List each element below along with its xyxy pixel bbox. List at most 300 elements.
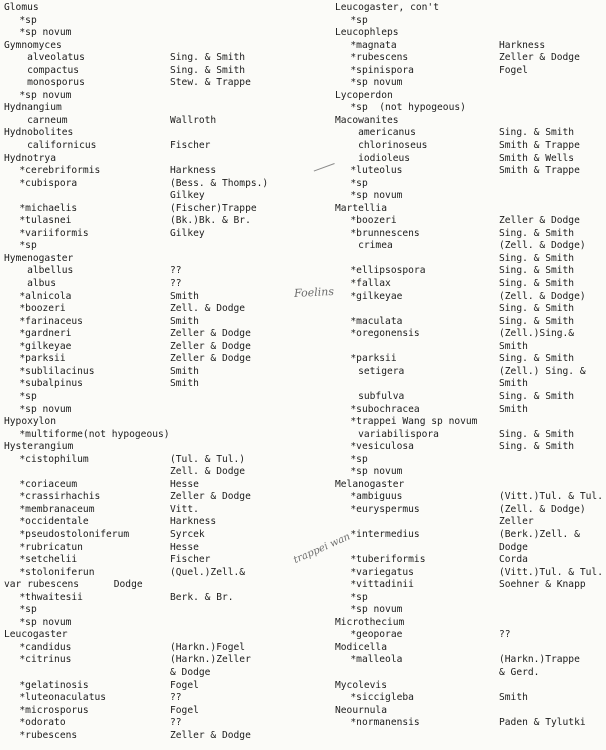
species-name: *sp [19, 14, 37, 26]
genus-name: Hymenogaster [4, 252, 74, 264]
author-citation: Fischer [170, 554, 211, 566]
author-citation: ?? [499, 629, 511, 641]
species-row [335, 516, 606, 529]
species-row [4, 554, 304, 567]
species-row [335, 429, 606, 442]
author-citation: Hesse [170, 478, 199, 490]
species-row [4, 115, 304, 128]
genus-name: Hysterangium [4, 441, 74, 453]
species-row [335, 190, 606, 203]
species-name: *oregonensis [350, 328, 420, 340]
species-name: *cistophilum [19, 453, 89, 465]
species-row [4, 429, 304, 442]
species-row [335, 629, 606, 642]
species-name: *sp novum [19, 27, 72, 39]
author-citation: Smith [170, 290, 199, 302]
species-row [335, 265, 606, 278]
species-name: *subochracea [350, 403, 420, 415]
author-citation: Sing. & Smith [499, 315, 575, 327]
author-citation: Zeller & Dodge [170, 729, 251, 741]
species-row [4, 77, 304, 90]
genus-name: Lycoperdon [335, 89, 393, 101]
species-name: *stoloniferun [19, 566, 95, 578]
handwritten-note: trappei wan [292, 531, 353, 567]
author-citation: Fogel [499, 64, 528, 76]
species-row [4, 65, 304, 78]
genus-heading [4, 416, 304, 429]
species-name: *sp [19, 390, 37, 402]
genus-heading [4, 127, 304, 140]
species-row [335, 341, 606, 354]
author-citation: Sing. & Smith [499, 227, 575, 239]
author-citation: & Gerd. [499, 666, 540, 678]
genus-heading [335, 203, 606, 216]
species-row [335, 240, 606, 253]
species-name: *membranaceum [19, 503, 95, 515]
species-name: *spinispora [350, 64, 414, 76]
author-citation: (Harkn.)Trappe [499, 654, 580, 666]
species-row [335, 127, 606, 140]
species-name: *citrinus [19, 654, 72, 666]
species-name: carneum [27, 114, 68, 126]
species-name: *rubricatun [19, 541, 83, 553]
species-row [335, 303, 606, 316]
author-citation: Hesse [170, 541, 199, 553]
genus-name: Leucogaster [4, 629, 68, 641]
author-citation: Zell. & Dodge [170, 466, 246, 478]
species-row [335, 404, 606, 417]
species-row [335, 353, 606, 366]
genus-heading [4, 40, 304, 53]
species-row [4, 516, 304, 529]
species-row [4, 203, 304, 216]
species-row [335, 529, 606, 542]
species-name: *crassirhachis [19, 491, 101, 503]
species-row [335, 416, 606, 429]
species-row [4, 404, 304, 417]
species-name: *sp [350, 453, 368, 465]
species-row [4, 378, 304, 391]
species-row [4, 542, 304, 555]
author-citation: Sing. & Smith [499, 353, 575, 365]
species-name: albus [27, 278, 56, 290]
species-row [4, 341, 304, 354]
species-row [335, 466, 606, 479]
species-row [4, 466, 304, 479]
species-name: *tuberiformis [350, 554, 426, 566]
author-citation: (Quel.)Zell.& [170, 566, 246, 578]
species-row [4, 391, 304, 404]
species-name: *maculata [350, 315, 403, 327]
species-row [335, 604, 606, 617]
author-citation: (Vitt.)Tul. & Tul. [499, 491, 603, 503]
species-row [4, 316, 304, 329]
genus-heading [4, 441, 304, 454]
species-name: *microsporus [19, 704, 89, 716]
species-name: *boozeri [19, 303, 66, 315]
species-row [4, 190, 304, 203]
species-row [335, 291, 606, 304]
species-row [335, 654, 606, 667]
species-name: *cerebriformis [19, 165, 101, 177]
genus-name: Mycolevis [335, 679, 387, 691]
genus-name: var rubescens Dodge [4, 579, 143, 591]
author-citation: Fogel [170, 704, 199, 716]
species-row [335, 165, 606, 178]
genus-heading [335, 680, 606, 693]
species-row [335, 52, 606, 65]
author-citation: Harkness [170, 516, 217, 528]
species-row [335, 391, 606, 404]
author-citation: Vitt. [170, 503, 199, 515]
author-citation: (Zell.) Sing. & [499, 365, 586, 377]
author-citation: Gilkey [170, 227, 205, 239]
genus-name: Macowanites [335, 114, 399, 126]
author-citation: (Zell. & Dodge) [499, 503, 586, 515]
species-name: alveolatus [27, 52, 85, 64]
species-row [4, 680, 304, 693]
species-name: *parksii [350, 353, 397, 365]
handwritten-note: Foelins [293, 284, 335, 301]
species-row [4, 692, 304, 705]
genus-name: Hydnobolites [4, 127, 74, 139]
author-citation: (Zell. & Dodge) [499, 290, 586, 302]
species-row [4, 604, 304, 617]
genus-name: Leucophleps [335, 27, 399, 39]
species-row [335, 542, 606, 555]
species-row [335, 15, 606, 28]
species-name: *normanensis [350, 717, 420, 729]
species-row [4, 215, 304, 228]
author-citation: ?? [170, 692, 182, 704]
species-name: *rubescens [19, 729, 78, 741]
species-name: *gelatinosis [19, 679, 89, 691]
author-citation: Smith [499, 340, 528, 352]
species-row [4, 529, 304, 542]
species-row [4, 592, 304, 605]
species-row [4, 52, 304, 65]
species-row [4, 567, 304, 580]
author-citation: Sing. & Smith [499, 441, 575, 453]
species-row [335, 140, 606, 153]
author-citation: & Dodge [170, 666, 211, 678]
species-name: *tulasnei [19, 215, 72, 227]
author-citation: ?? [170, 717, 182, 729]
species-name: *geoporae [350, 629, 403, 641]
species-row [335, 567, 606, 580]
species-name: *sp novum [350, 604, 403, 616]
genus-heading [335, 115, 606, 128]
author-citation: (Harkn.)Fogel [170, 641, 246, 653]
species-row [335, 40, 606, 53]
species-name: *sp novum [19, 89, 72, 101]
genus-name: Leucogaster, con't [335, 2, 439, 13]
author-citation: Sing. & Smith [499, 428, 575, 440]
species-row [335, 378, 606, 391]
genus-heading [4, 629, 304, 642]
author-citation: Smith [499, 378, 528, 390]
species-name: *malleola [350, 654, 403, 666]
species-name: *occidentale [19, 516, 89, 528]
species-name: *sublilacinus [19, 365, 95, 377]
handwritten-mark [311, 156, 334, 171]
author-citation: Zeller & Dodge [499, 52, 580, 64]
right-species-column [335, 2, 606, 730]
species-name: *trappei Wang sp novum [350, 416, 478, 428]
author-citation: Syrcek [170, 528, 205, 540]
species-row [335, 278, 606, 291]
species-name: *vittadinii [350, 579, 414, 591]
species-row [335, 366, 606, 379]
species-row [4, 291, 304, 304]
species-row [335, 215, 606, 228]
species-name: *pseudostoloniferum [19, 528, 130, 540]
species-name: *sp [19, 604, 37, 616]
species-row [4, 667, 304, 680]
author-citation: Smith [170, 315, 199, 327]
genus-name: Hypoxylon [4, 416, 56, 428]
author-citation: Sing. & Smith [499, 303, 575, 315]
genus-heading [335, 642, 606, 655]
species-name: crimea [358, 240, 393, 252]
author-citation: Smith [170, 365, 199, 377]
species-name: americanus [358, 127, 416, 139]
species-name: *parksii [19, 353, 66, 365]
species-row [335, 316, 606, 329]
species-name: *coriaceum [19, 478, 78, 490]
author-citation: Zeller & Dodge [170, 353, 251, 365]
author-citation: (Zell. & Dodge) [499, 240, 586, 252]
author-citation: Zeller [499, 516, 534, 528]
species-row [4, 730, 304, 743]
species-row [4, 178, 304, 191]
author-citation: Sing. & Smith [170, 52, 246, 64]
author-citation: Soehner & Knapp [499, 579, 586, 591]
species-row [335, 65, 606, 78]
species-name: *gardneri [19, 328, 72, 340]
species-name: *sp novum [19, 616, 72, 628]
author-citation: (Bk.)Bk. & Br. [170, 215, 251, 227]
species-row [4, 617, 304, 630]
species-name: *setchelii [19, 554, 78, 566]
genus-heading [335, 617, 606, 630]
species-row [4, 27, 304, 40]
species-name: iodioleus [358, 152, 411, 164]
species-name: *variegatus [350, 566, 414, 578]
species-name: *brunnescens [350, 227, 420, 239]
author-citation: Sing. & Smith [499, 390, 575, 402]
species-name: *cubispora [19, 177, 78, 189]
genus-heading [4, 2, 304, 15]
genus-name: Glomus [4, 2, 39, 13]
species-name: *gilkeyae [19, 340, 72, 352]
author-citation: (Fischer)Trappe [170, 202, 257, 214]
species-name: *variiformis [19, 227, 89, 239]
genus-name: Melanogaster [335, 478, 405, 490]
author-citation: Paden & Tylutki [499, 717, 586, 729]
author-citation: Fogel [170, 679, 199, 691]
author-citation: Wallroth [170, 114, 217, 126]
species-name: *boozeri [350, 215, 397, 227]
species-name: *gilkeyae [350, 290, 403, 302]
species-row [4, 90, 304, 103]
author-citation: (Berk.)Zell. & [499, 528, 580, 540]
author-citation: Smith [499, 403, 528, 415]
author-citation: Sing. & Smith [499, 278, 575, 290]
genus-heading [335, 27, 606, 40]
species-name: *luteonaculatus [19, 692, 107, 704]
species-row [4, 491, 304, 504]
species-name: monosporus [27, 77, 85, 89]
genus-heading [335, 2, 606, 15]
author-citation: Zeller & Dodge [170, 328, 251, 340]
species-row [335, 454, 606, 467]
species-name: *ellipsospora [350, 265, 426, 277]
author-citation: Sing. & Smith [499, 252, 575, 264]
species-row [335, 579, 606, 592]
left-species-column [4, 2, 304, 742]
species-row [335, 717, 606, 730]
author-citation: Fischer [170, 140, 211, 152]
species-row [335, 504, 606, 517]
species-row [4, 165, 304, 178]
author-citation: Stew. & Trappe [170, 77, 251, 89]
species-name: *siccigleba [350, 692, 414, 704]
genus-name: Neournula [335, 704, 387, 716]
author-citation: Sing. & Smith [499, 127, 575, 139]
genus-heading [4, 253, 304, 266]
author-citation: Smith [170, 378, 199, 390]
species-row [335, 178, 606, 191]
genus-heading [4, 102, 304, 115]
species-row [4, 278, 304, 291]
species-name: variabilispora [358, 428, 439, 440]
species-name: *vesiculosa [350, 441, 414, 453]
author-citation: Harkness [170, 165, 217, 177]
genus-name: Gymnomyces [4, 39, 62, 51]
genus-name: Modicella [335, 641, 387, 653]
species-name: setigera [358, 365, 405, 377]
species-name: chlorinoseus [358, 140, 428, 152]
author-citation: Berk. & Br. [170, 591, 234, 603]
species-row [4, 353, 304, 366]
species-name: *sp novum [350, 77, 403, 89]
genus-heading [4, 579, 304, 592]
species-row [335, 228, 606, 241]
species-row [335, 253, 606, 266]
species-row [335, 77, 606, 90]
author-citation: (Zell.)Sing.& [499, 328, 575, 340]
genus-name: Hydnangium [4, 102, 62, 114]
species-name: *fallax [350, 278, 391, 290]
species-row [4, 479, 304, 492]
author-citation: Gilkey [170, 190, 205, 202]
species-name: compactus [27, 64, 80, 76]
species-name: *sp [350, 591, 368, 603]
author-citation: Zell. & Dodge [170, 303, 246, 315]
species-name: *thwaitesii [19, 591, 83, 603]
species-name: *sp novum [350, 190, 403, 202]
species-row [335, 328, 606, 341]
species-name: *multiforme(not hypogeous) [19, 428, 170, 440]
species-name: *sp novum [19, 403, 72, 415]
species-name: *farinaceus [19, 315, 83, 327]
author-citation: Zeller & Dodge [170, 491, 251, 503]
author-citation: (Vitt.)Tul. & Tul. [499, 566, 603, 578]
species-name: *sp [350, 177, 368, 189]
author-citation: (Harkn.)Zeller [170, 654, 251, 666]
species-row [4, 303, 304, 316]
species-row [335, 102, 606, 115]
species-row [335, 441, 606, 454]
species-row [4, 140, 304, 153]
author-citation: Smith [499, 692, 528, 704]
species-row [4, 228, 304, 241]
species-name: californicus [27, 140, 97, 152]
genus-heading [335, 705, 606, 718]
author-citation: Smith & Trappe [499, 140, 580, 152]
species-name: subfulva [358, 390, 405, 402]
species-row [335, 491, 606, 504]
species-row [335, 554, 606, 567]
author-citation: Sing. & Smith [499, 265, 575, 277]
author-citation: (Bess. & Thomps.) [170, 177, 269, 189]
species-name: *sp [19, 240, 37, 252]
species-row [4, 240, 304, 253]
species-row [335, 153, 606, 166]
author-citation: ?? [170, 265, 182, 277]
author-citation: Smith & Trappe [499, 165, 580, 177]
genus-name: Martellia [335, 202, 387, 214]
species-name: *subalpinus [19, 378, 83, 390]
author-citation: (Tul. & Tul.) [170, 453, 246, 465]
species-row [4, 654, 304, 667]
species-name: *michaelis [19, 202, 78, 214]
genus-name: Hydnotrya [4, 152, 56, 164]
species-name: *odorato [19, 717, 66, 729]
species-row [335, 692, 606, 705]
author-citation: Smith & Wells [499, 152, 575, 164]
species-row [335, 667, 606, 680]
genus-name: Microthecium [335, 616, 405, 628]
species-name: *intermedius [350, 528, 420, 540]
author-citation: Harkness [499, 39, 546, 51]
species-name: *rubescens [350, 52, 409, 64]
species-name: *sp novum [350, 466, 403, 478]
species-name: *candidus [19, 641, 72, 653]
species-row [335, 592, 606, 605]
species-row [4, 454, 304, 467]
species-row [4, 642, 304, 655]
species-row [4, 504, 304, 517]
author-citation: ?? [170, 278, 182, 290]
species-row [4, 366, 304, 379]
species-name: *euryspermus [350, 503, 420, 515]
species-row [4, 328, 304, 341]
genus-heading [335, 90, 606, 103]
species-row [4, 717, 304, 730]
author-citation: Sing. & Smith [170, 64, 246, 76]
genus-heading [4, 153, 304, 166]
species-name: *magnata [350, 39, 397, 51]
species-row [4, 265, 304, 278]
species-name: *luteolus [350, 165, 403, 177]
author-citation: Corda [499, 554, 528, 566]
species-row [4, 15, 304, 28]
species-name: *alnicola [19, 290, 72, 302]
author-citation: Zeller & Dodge [170, 340, 251, 352]
species-row [4, 705, 304, 718]
